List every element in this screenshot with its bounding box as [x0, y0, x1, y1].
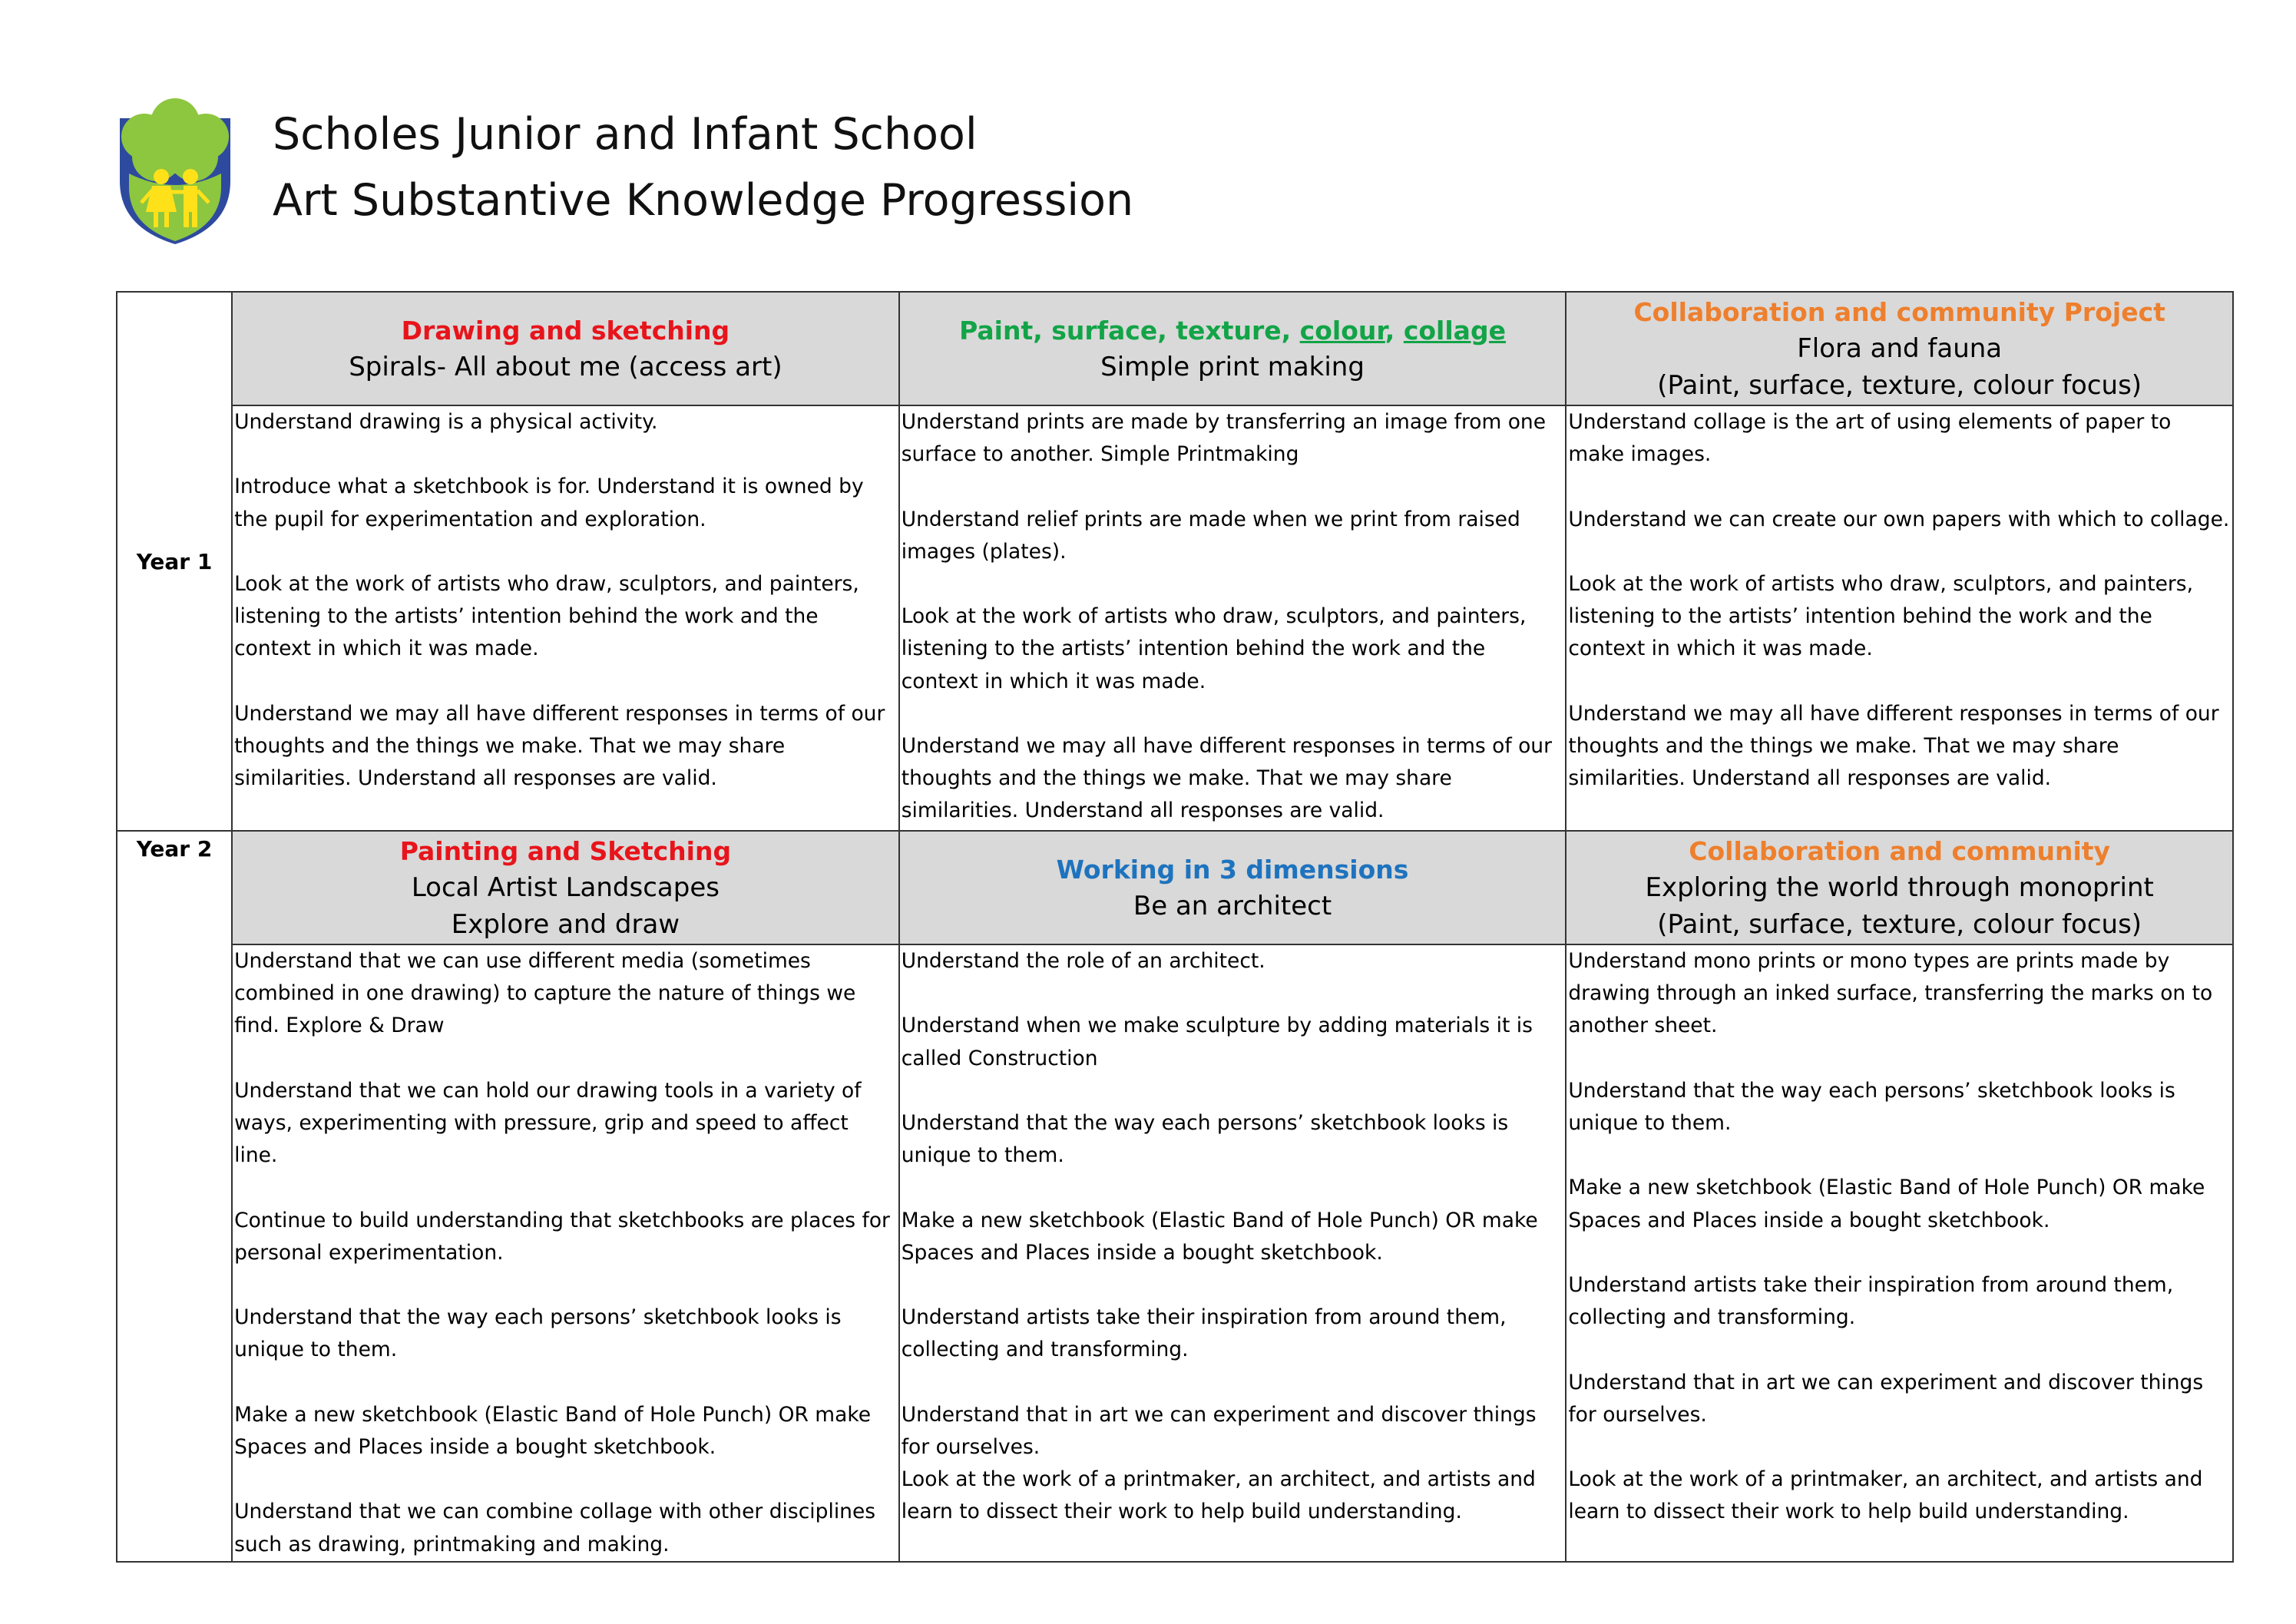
year1-col3-para: Understand we can create our own papers with which to collage.	[1568, 507, 2230, 531]
year2-col3-subtitle2: (Paint, surface, texture, colour focus)	[1657, 908, 2142, 940]
year1-col2-para: Understand prints are made by transferring an image from one surface to another. Simple Printmaking	[901, 410, 1547, 467]
year2-col1-para: Make a new sketchbook (Elastic Band of Hole Punch) OR make Spaces and Places inside a bought sketchbook.	[234, 1402, 872, 1459]
year2-col1-subtitle2: Explore and draw	[451, 908, 680, 940]
year1-col1-title: Drawing and sketching	[401, 315, 730, 346]
year2-col1-para: Understand that we can hold our drawing tools in a variety of ways, experimenting with pressure, grip and speed to affect line.	[234, 1078, 862, 1168]
year2-col2-header	[899, 831, 1567, 944]
year2-header-row	[117, 831, 2233, 944]
year2-col1-header	[232, 831, 899, 944]
year1-col1-header	[232, 292, 899, 405]
year1-header-row	[117, 292, 2233, 405]
year1-col3-para: Look at the work of artists who draw, sculptors, and painters, listening to the artists’ intention behind the work and the context in which it was made.	[1568, 571, 2194, 661]
year2-col3-header	[1566, 831, 2233, 944]
year2-col3-title: Collaboration and community	[1689, 835, 2111, 866]
year2-col3-para: Understand mono prints or mono types are prints made by drawing through an inked surface, transferring the marks on to another sheet.	[1568, 949, 2213, 1038]
year2-col1-para: Understand that we can combine collage with other disciplines such as drawing, printmaking and making.	[234, 1500, 876, 1556]
year2-col1-para: Understand that the way each persons’ sketchbook looks is unique to them.	[234, 1305, 842, 1362]
year1-col3-title: Collaboration and community Project	[1633, 296, 2165, 327]
year2-col1-title: Painting and Sketching	[399, 835, 732, 866]
year2-col2-subtitle: Be an architect	[1133, 890, 1332, 921]
year1-col2-title	[900, 313, 1566, 349]
year2-col3-para: Understand that in art we can experiment and discover things for ourselves.	[1568, 1370, 2204, 1427]
year2-label: Year 2	[117, 831, 232, 1562]
year1-col2-body	[899, 405, 1567, 831]
year1-col2-title-colour: colour	[1299, 315, 1385, 346]
year1-body-row	[117, 405, 2233, 831]
year2-col1-para: Understand that we can use different media (sometimes combined in one drawing) to capture the nature of things we find. Explore & Draw	[234, 949, 856, 1038]
year2-col3-subtitle1: Exploring the world through monoprint	[1645, 872, 2154, 903]
year1-col1-subtitle: Spirals- All about me (access art)	[349, 351, 782, 382]
year2-col2-para: Understand the role of an architect.	[901, 949, 1265, 973]
year2-col1-para: Continue to build understanding that sketchbooks are places for personal experimentation.	[234, 1208, 890, 1265]
page-header	[273, 101, 1133, 233]
year1-col2-para: Look at the work of artists who draw, sculptors, and painters, listening to the artists’ intention behind the work and the context in which it was made.	[901, 604, 1527, 693]
year2-col3-para: Understand that the way each persons’ sketchbook looks is unique to them.	[1568, 1078, 2175, 1135]
year2-col2-para: Understand that in art we can experiment and discover things for ourselves.	[901, 1402, 1537, 1459]
year1-col3-header	[1566, 292, 2233, 405]
year2-col1-body	[232, 944, 899, 1562]
year2-col1-subtitle1: Local Artist Landscapes	[411, 872, 720, 903]
year1-col3-para: Understand we may all have different responses in terms of our thoughts and the things we make. That we may share similarities. Understand all responses are valid.	[1568, 701, 2219, 791]
school-name: Scholes Junior and Infant School	[273, 109, 978, 160]
year1-col3-para: Understand collage is the art of using elements of paper to make images.	[1568, 410, 2172, 467]
year2-col2-body	[899, 944, 1567, 1562]
year1-col2-header	[899, 292, 1567, 405]
year1-col2-para: Understand relief prints are made when we print from raised images (plates).	[901, 507, 1520, 564]
year1-col2-title-collage: collage	[1403, 315, 1506, 346]
year2-col3-para: Make a new sketchbook (Elastic Band of Hole Punch) OR make Spaces and Places inside a bought sketchbook.	[1568, 1176, 2205, 1232]
year1-col2-para: Understand we may all have different responses in terms of our thoughts and the things we make. That we may share similarities. Understand all responses are valid.	[901, 733, 1552, 823]
year2-col2-para: Understand when we make sculpture by adding materials it is called Construction	[901, 1014, 1533, 1070]
year1-label: Year 1	[117, 292, 232, 831]
year1-col1-para: Understand drawing is a physical activity.	[234, 410, 658, 434]
year2-col2-para: Understand that the way each persons’ sketchbook looks is unique to them.	[901, 1110, 1509, 1168]
year2-body-row	[117, 944, 2233, 1562]
year1-col2-title-sep: ,	[1385, 315, 1404, 346]
progression-table	[116, 291, 2234, 1563]
year2-col3-para: Understand artists take their inspiration from around them, collecting and transforming.	[1568, 1272, 2174, 1330]
year2-col2-title: Working in 3 dimensions	[1056, 854, 1409, 885]
year1-col1-para: Look at the work of artists who draw, sculptors, and painters, listening to the artists’ intention behind the work and the context in which it was made.	[234, 571, 859, 661]
year2-col3-para: Look at the work of a printmaker, an architect, and artists and learn to dissect their work to help build understanding.	[1568, 1467, 2203, 1524]
year1-col3-body	[1566, 405, 2233, 831]
year2-col2-para: Make a new sketchbook (Elastic Band of Hole Punch) OR make Spaces and Places inside a bought sketchbook.	[901, 1208, 1538, 1265]
year1-col1-para: Understand we may all have different responses in terms of our thoughts and the things we make. That we may share similarities. Understand all responses are valid.	[234, 701, 885, 791]
year1-col2-subtitle: Simple print making	[1100, 351, 1365, 382]
year1-col1-body	[232, 405, 899, 831]
document-title: Art Substantive Knowledge Progression	[273, 175, 1134, 226]
year1-col1-para: Introduce what a sketchbook is for. Understand it is owned by the pupil for experimentation and exploration.	[234, 475, 864, 531]
school-crest-icon	[106, 97, 244, 247]
year2-col2-para: Look at the work of a printmaker, an architect, and artists and learn to dissect their work to help build understanding.	[901, 1467, 1536, 1524]
year2-col3-body	[1566, 944, 2233, 1562]
year1-col2-title-part1: Paint, surface, texture,	[959, 315, 1300, 346]
year2-col2-para: Understand artists take their inspiration from around them, collecting and transforming.	[901, 1305, 1507, 1362]
year1-col3-subtitle2: (Paint, surface, texture, colour focus)	[1657, 369, 2142, 401]
year1-col3-subtitle1: Flora and fauna	[1797, 332, 2003, 364]
